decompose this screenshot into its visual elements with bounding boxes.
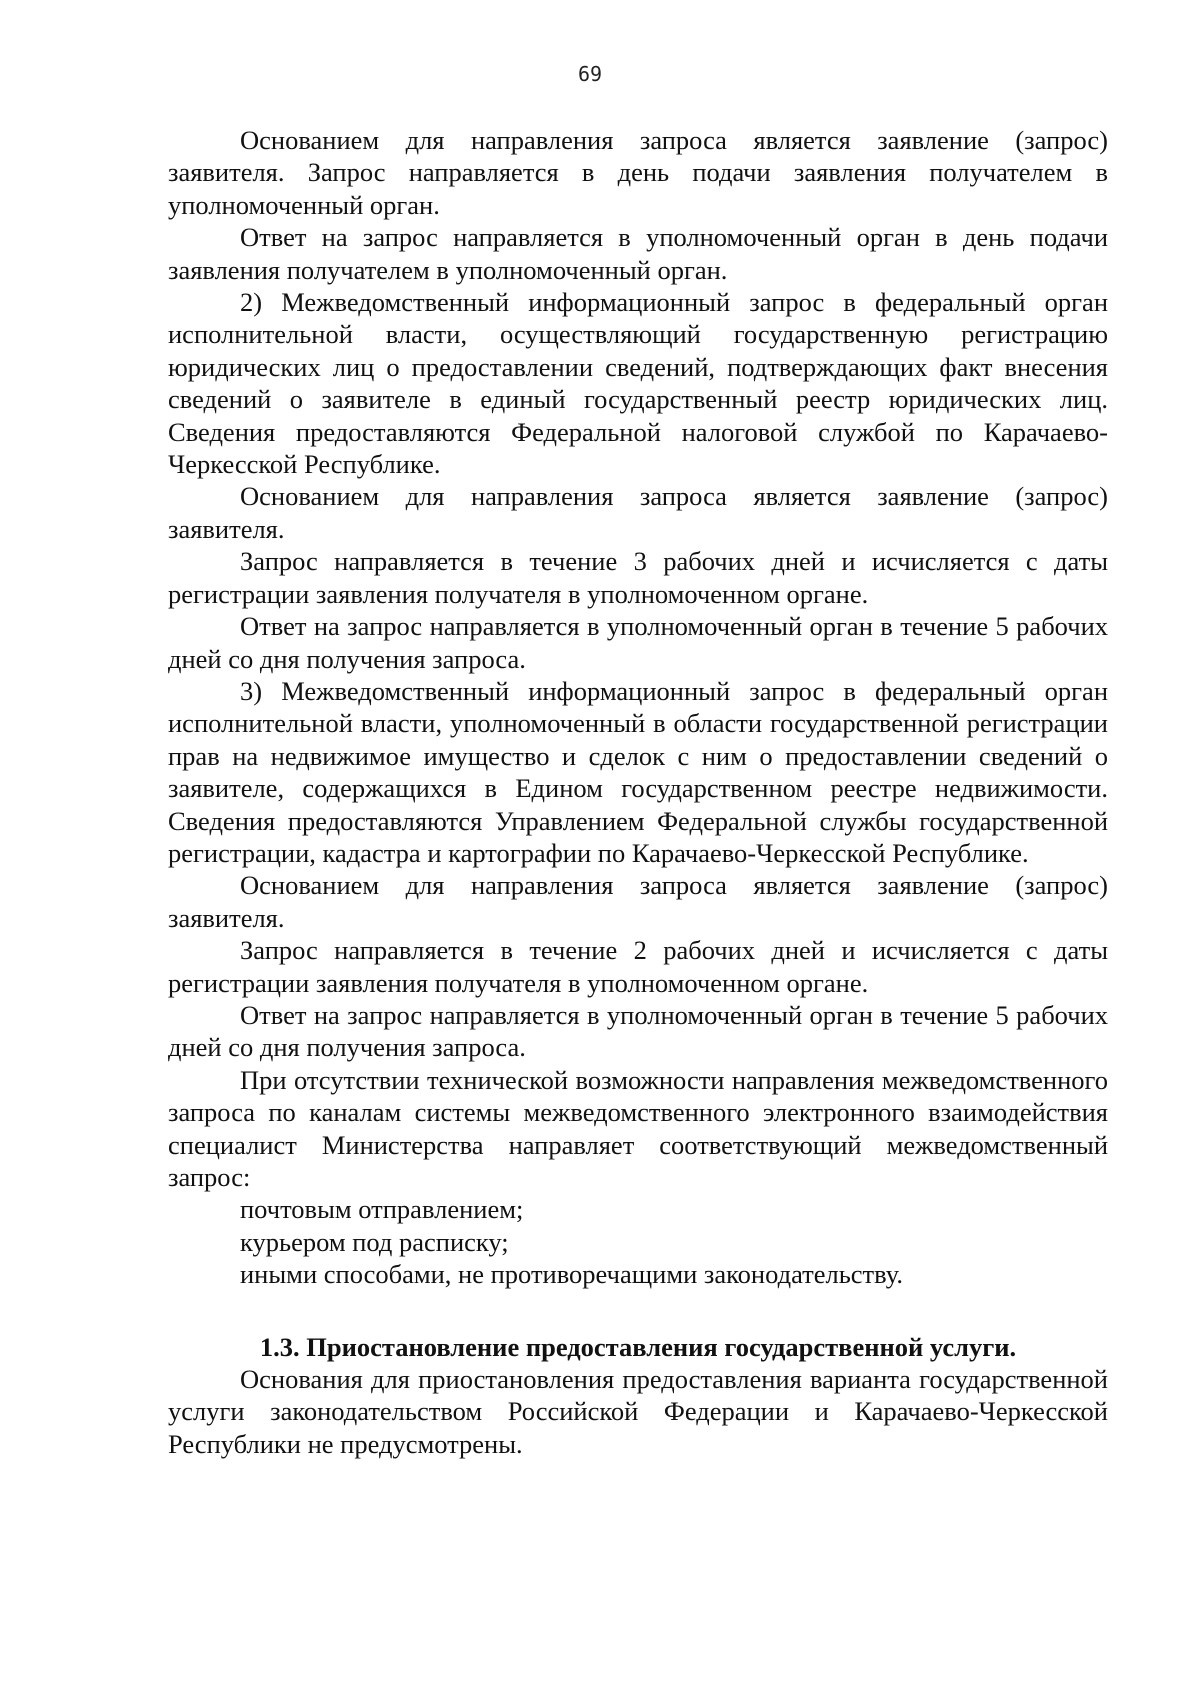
paragraph: 2) Межведомственный информационный запрос в федеральный орган исполнительной власти, осуществляющий государственную регистрацию юридических лиц о предоставлении сведений, подтверждающих факт внесения сведений о заявителе в единый государственный реестр юридических лиц. Сведения предоставляются Федеральной налоговой службой по Карачаево-Черкесской Республике.: [168, 287, 1108, 480]
paragraph: Основанием для направления запроса является заявление (запрос) заявителя.: [168, 481, 1108, 544]
page-number: 69: [577, 62, 603, 86]
document-body: [168, 124, 1108, 1460]
paragraph: Ответ на запрос направляется в уполномоченный орган в течение 5 рабочих дней со дня получения запроса.: [168, 611, 1108, 674]
paragraph: Запрос направляется в течение 2 рабочих дней и исчисляется с даты регистрации заявления получателя в уполномоченном органе.: [168, 935, 1108, 998]
paragraph: Запрос направляется в течение 3 рабочих дней и исчисляется с даты регистрации заявления получателя в уполномоченном органе.: [168, 546, 1108, 609]
paragraph: 3) Межведомственный информационный запрос в федеральный орган исполнительной власти, уполномоченный в области государственной регистрации прав на недвижимое имущество и сделок с ним о предоставлении сведений о заявителе, содержащихся в Едином государственном реестре недвижимости. Сведения предоставляются Управлением Федеральной службы государственной регистрации, кадастра и картографии по Карачаево-Черкесской Республике.: [168, 675, 1108, 868]
paragraph: Ответ на запрос направляется в уполномоченный орган в течение 5 рабочих дней со дня получения запроса.: [168, 999, 1108, 1063]
paragraph: Основанием для направления запроса является заявление (запрос) заявителя.: [168, 870, 1108, 933]
paragraph: При отсутствии технической возможности направления межведомственного запроса по каналам системы межведомственного электронного взаимодействия специалист Министерства направляет соответствующий межведомственный запрос:: [168, 1064, 1108, 1192]
list-item: иными способами, не противоречащими законодательству.: [240, 1259, 903, 1290]
list-item: почтовым отправлением;: [240, 1194, 524, 1225]
paragraph: Ответ на запрос направляется в уполномоченный орган в день подачи заявления получателем в уполномоченный орган.: [168, 222, 1108, 285]
list-item: курьером под расписку;: [240, 1226, 509, 1257]
section-body: Основания для приостановления предоставления варианта государственной услуги законодательством Российской Федерации и Карачаево-Черкесской Республики не предусмотрены.: [168, 1364, 1108, 1459]
section-heading: 1.3. Приостановление предоставления государственной услуги.: [259, 1331, 1017, 1362]
paragraph: Основанием для направления запроса является заявление (запрос) заявителя. Запрос направляется в день подачи заявления получателем в уполномоченный орган.: [168, 125, 1108, 220]
